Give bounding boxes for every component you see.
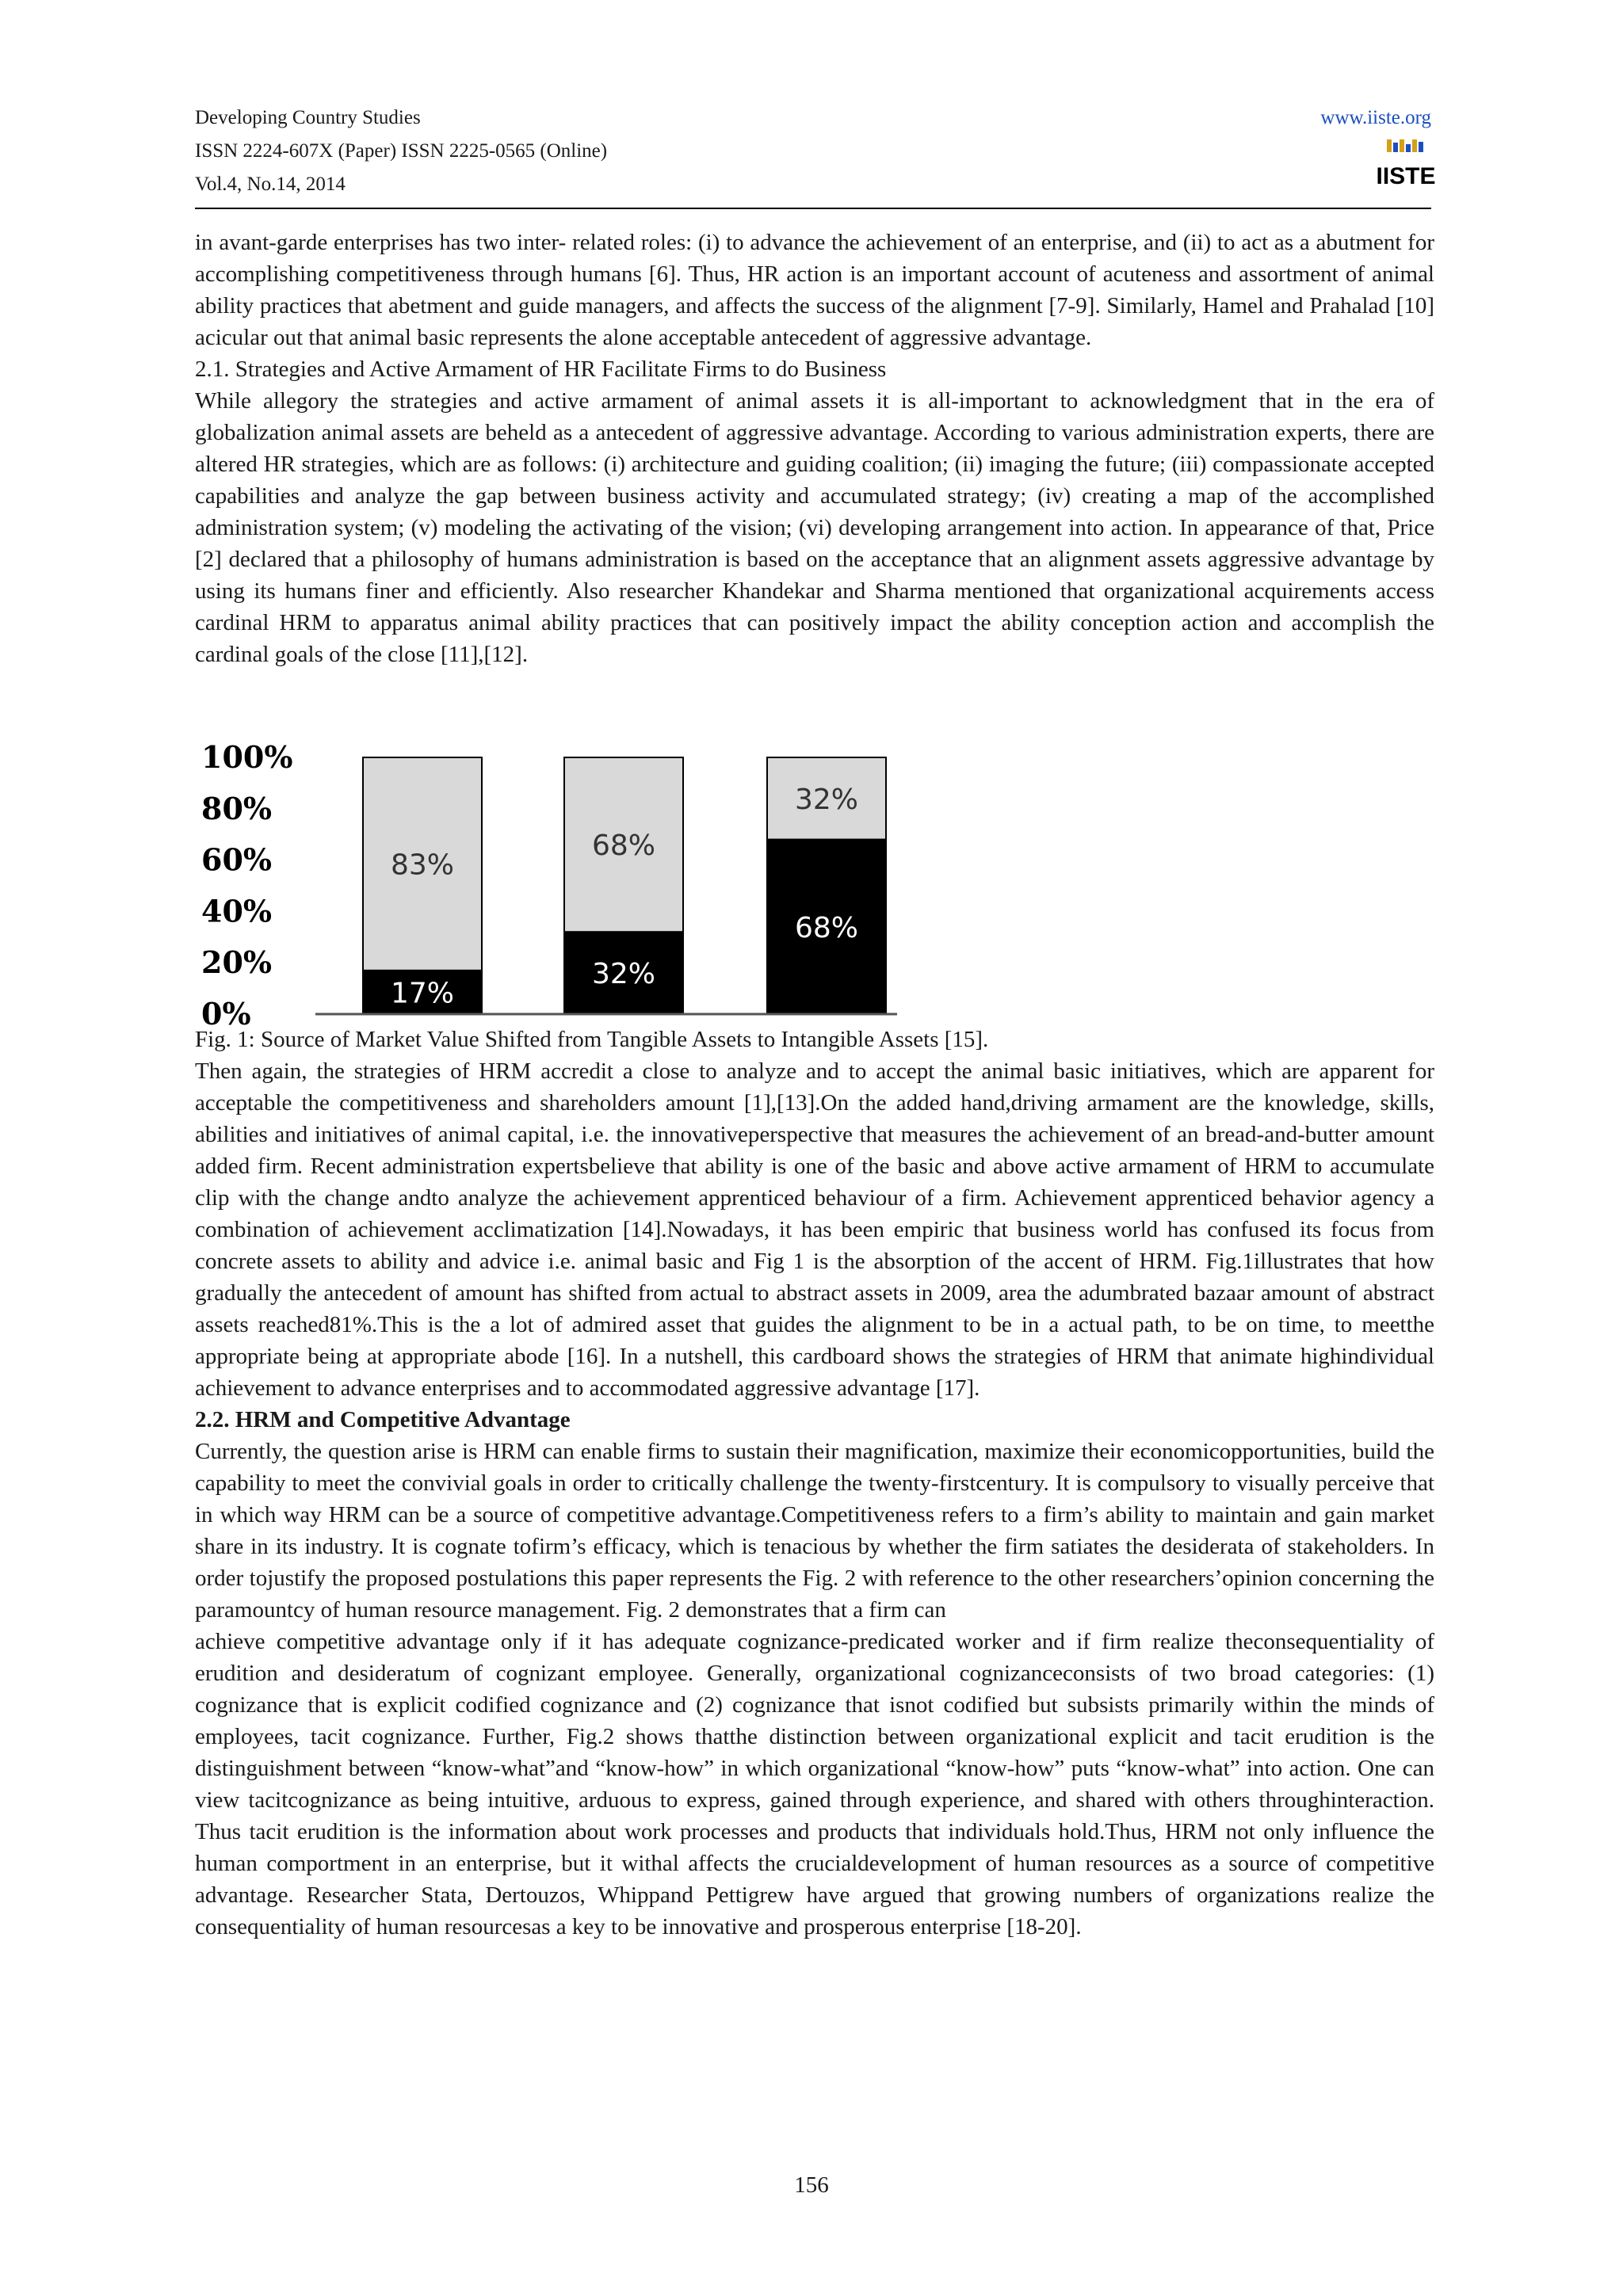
y-tick-label: 20% (201, 944, 272, 981)
y-tick-label: 0% (201, 996, 251, 1032)
y-tick-label: 40% (201, 893, 272, 929)
page-header (195, 101, 1436, 212)
section-heading-2-1: 2.1. Strategies and Active Armament of HR Facilitate Firms to do Business (195, 357, 887, 382)
y-tick-label: 100% (201, 739, 293, 775)
paragraph-2: While allegory the strategies and active armament of animal assets it is all-important to acknowledgment that in the era of globalization animal assets are beheld as a antecedent of aggressive advantage. According to various administration experts, there are altered HR strategies, which are as follows: (i) architecture and guiding coalition; (ii) imaging the future; (iii) compassionate accepted capabilities and analyze the gap between business activity and accumulated strategy; (iv) creating a map of the accomplished administration system; (v) modeling the activating of the vision; (vi) developing arrangement into action. In appearance of that, Price [2] declared that a philosophy of humans administration is based on the acceptance that an alignment assets aggressive advantage by using its humans finer and efficiently. Also researcher Khandekar and Sharma mentioned that organizational acquirements access cardinal HRM to apparatus animal ability practices that can positively impact the ability conception action and accomplish the cardinal goals of the close [11],[12]. (195, 388, 1434, 667)
paragraph-5: achieve competitive advantage only if it has adequate cognizance-predicated worker and if firm realize theconsequentiality of erudition and desideratum of cognizant employee. Generally, organizational cognizanceconsists of two broad categories: (1) cognizance that is explicit codified cognizance and (2) cognizance that isnot codified but subsists primarily within the minds of employees, tacit cognizance. Further, Fig.2 shows thatthe distinction between organizational explicit and tacit erudition is the distinguishment between “know-what”and “know-how” in which organizational “know-how” puts “know-what” into action. One can view tacitcognizance as being intuitive, arduous to express, gained through experience, and shared with others throughinteraction. Thus tacit erudition is the information about work processes and products that individuals hold.Thus, HRM not only influence the human comportment in an enterprise, but it withal affects the crucialdevelopment of human resources as a source of competitive advantage. Researcher Stata, Dertouzos, Whippand Pettigrew have argued that growing numbers of organizations realize the consequentiality of human resourcesas a key to be innovative and prosperous enterprise [18-20]. (195, 1629, 1434, 1939)
journal-url-link[interactable]: www.iiste.org (1320, 107, 1431, 128)
fig1-caption: Fig. 1: Source of Market Value Shifted from Tangible Assets to Intangible Assets [15]. (195, 1027, 989, 1052)
journal-issn: ISSN 2224-607X (Paper) ISSN 2225-0565 (Online) (195, 140, 608, 162)
body-lower (195, 1024, 1434, 1943)
paragraph-3: Then again, the strategies of HRM accredit a close to analyze and to accept the animal basic initiatives, which are apparent for acceptable the competitiveness and shareholders amount [1],[13].On the added hand,driving armament are the knowledge, skills, abilities and initiatives of animal capital, i.e. the innovativeperspective that measures the achievement of an bread-and-butter amount added firm. Recent administration expertsbelieve that ability is one of the basic and above active armament of HRM to accumulate clip with the change andto analyze the achievement apprenticed behaviour of a firm. Achievement apprenticed behavior agency a combination of achievement acclimatization [14].Nowadays, it has been empiric that business world has confused its focus from concrete assets to ability and advice i.e. animal basic and Fig 1 is the absorption of the accent of HRM. Fig.1illustrates that how gradually the antecedent of amount has shifted from actual to abstract assets in 2009, area the adumbrated bazaar amount of abstract assets reached81%.This is the a lot of admired asset that guides the alignment to be in a actual path, to be on time, to meetthe appropriate being at appropriate abode [16]. In a nutshell, this cardboard shows the strategies of HRM that animate highindividual achievement to advance enterprises and to accommodated aggressive advantage [17]. (195, 1058, 1434, 1401)
header-rule (195, 208, 1431, 209)
iiste-logo (1376, 138, 1436, 192)
journal-volume: Vol.4, No.14, 2014 (195, 174, 346, 195)
paragraph-1: in avant-garde enterprises has two inter- related roles: (i) to advance the achievement of an enterprise, and (ii) to act as a abutment for accomplishing competitiveness through humans [6]. Thus, HR action is an important account of acuteness and assortment of animal ability practices that abetment and guide managers, and affects the success of the alignment [7-9]. Similarly, Hamel and Prahalad [10] acicular out that animal basic represents the alone acceptable antecedent of aggressive advantage. (195, 230, 1434, 350)
intangible-value-label: 32% (794, 783, 859, 816)
journal-name: Developing Country Studies (195, 107, 421, 128)
intangible-value-label: 83% (390, 849, 455, 882)
paragraph-4: Currently, the question arise is HRM can enable firms to sustain their magnification, maximize their economicopportunities, build the capability to meet the convivial goals in order to critically challenge the twenty-firstcentury. It is compulsory to visually perceive that in which way HRM can be a source of competitive advantage.Competitiveness refers to a firm’s ability to maintain and gain market share in its industry. It is cognate tofirm’s efficacy, which is tenacious by whether the firm satiates the desiderata of stakeholders. In order tojustify the proposed postulations this paper represents the Fig. 2 with reference to the other researchers’opinion concerning the paramountcy of human resource management. Fig. 2 demonstrates that a firm can (195, 1439, 1434, 1623)
fig1-stacked-bar-chart (195, 739, 908, 1032)
y-tick-label: 80% (201, 790, 272, 826)
tangible-value-label: 68% (794, 911, 859, 944)
intangible-value-label: 68% (591, 830, 656, 863)
section-heading-2-2: 2.2. HRM and Competitive Advantage (195, 1407, 571, 1432)
tangible-value-label: 32% (591, 958, 656, 991)
page-number: 156 (794, 2172, 829, 2198)
body-upper (195, 227, 1434, 670)
fig1-chart (195, 739, 908, 1032)
tangible-value-label: 17% (390, 977, 455, 1010)
y-tick-label: 60% (201, 841, 272, 878)
svg-text:IISTE: IISTE (1376, 163, 1436, 189)
